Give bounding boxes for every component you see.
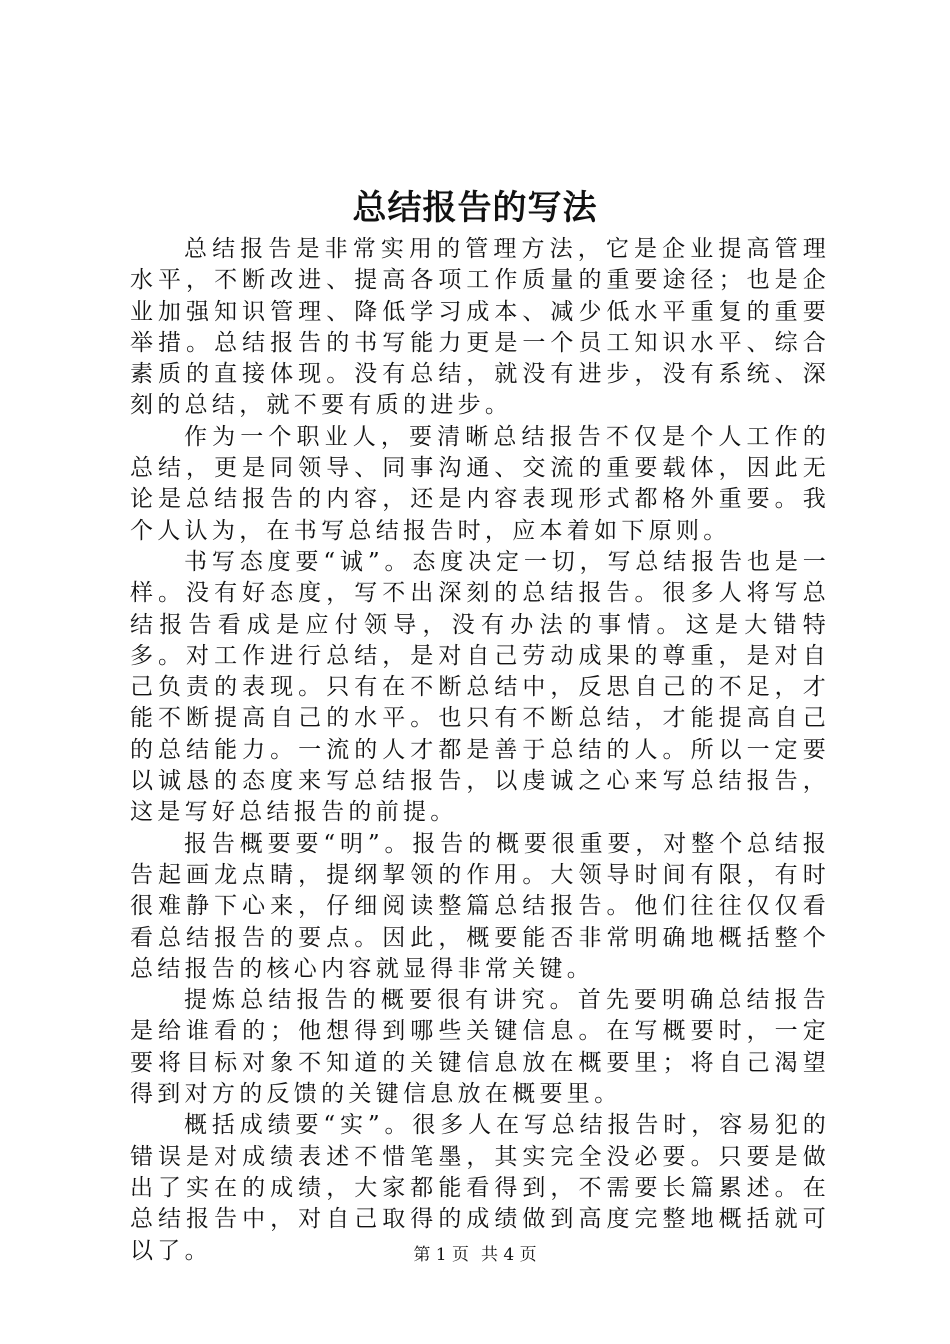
paragraph: 书写态度要“诚”。态度决定一切，写总结报告也是一样。没有好态度，写不出深刻的总结报告。很多人将写总结报告看成是应付领导，没有办法的事情。这是大错特多。对工作进行总结，是对自己劳动成果的尊重，是对自己负责的表现。只有在不断总结中，反思自己的不足，才能不断提高自己的水平。也只有不断总结，才能提高自己的总结能力。一流的人才都是善于总结的人。所以一定要以诚恳的态度来写总结报告，以虔诚之心来写总结报告，这是写好总结报告的前提。 — [130, 548, 830, 826]
page-footer — [0, 1244, 950, 1266]
paragraph: 报告概要要“明”。报告的概要很重要，对整个总结报告起画龙点睛，提纲挈领的作用。大领导时间有限，有时很难静下心来，仔细阅读整篇总结报告。他们往往仅仅看看总结报告的要点。因此，概要能否非常明确地概括整个总结报告的核心内容就显得非常关键。 — [130, 830, 830, 982]
document-body — [130, 234, 830, 1267]
paragraph: 作为一个职业人，要清晰总结报告不仅是个人工作的总结，更是同领导、同事沟通、交流的重要载体，因此无论是总结报告的内容，还是内容表现形式都格外重要。我个人认为，在书写总结报告时，应本着如下原则。 — [130, 423, 830, 544]
paragraph: 概括成绩要“实”。很多人在写总结报告时，容易犯的错误是对成绩表述不惜笔墨，其实完全没必要。只要是做出了实在的成绩，大家都能看得到，不需要长篇累述。在总结报告中，对自己取得的成绩做到高度完整地概括就可以了。 — [130, 1112, 830, 1264]
document-title: 总结报告的写法 — [352, 188, 598, 228]
page-number: 第 1 页 — [413, 1245, 469, 1265]
paragraph: 提炼总结报告的概要很有讲究。首先要明确总结报告是给谁看的；他想得到哪些关键信息。在写概要时，一定要将目标对象不知道的关键信息放在概要里；将自己渴望得到对方的反馈的关键信息放在概要里。 — [130, 987, 830, 1108]
paragraph: 总结报告是非常实用的管理方法，它是企业提高管理水平，不断改进、提高各项工作质量的重要途径；也是企业加强知识管理、降低学习成本、减少低水平重复的重要举措。总结报告的书写能力更是一个员工知识水平、综合素质的直接体现。没有总结，就没有进步，没有系统、深刻的总结，就不要有质的进步。 — [130, 236, 830, 419]
page-total: 共 4 页 — [481, 1245, 537, 1265]
